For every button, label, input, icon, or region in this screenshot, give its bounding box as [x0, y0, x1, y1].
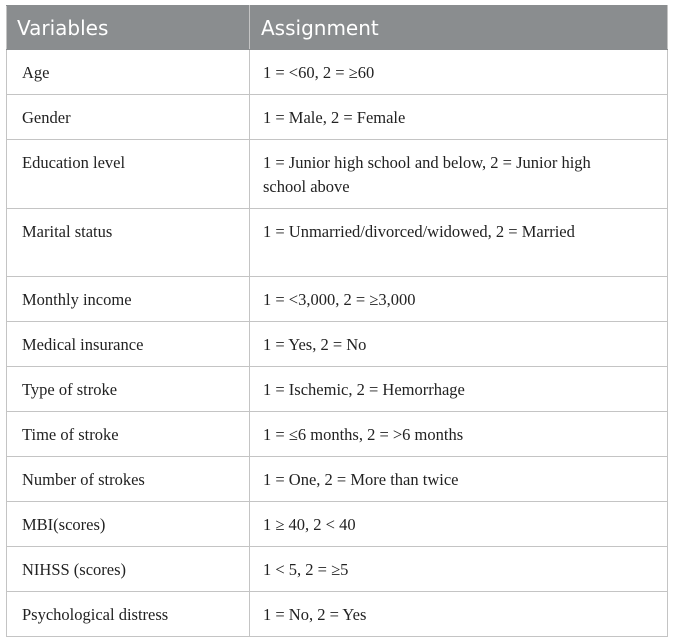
assignment-cell: 1 < 5, 2 = ≥5 — [250, 547, 668, 592]
header-variables: Variables — [7, 6, 250, 50]
table-row — [7, 502, 668, 547]
variable-cell: Gender — [7, 95, 250, 140]
table-row — [7, 412, 668, 457]
assignment-cell: 1 = One, 2 = More than twice — [250, 457, 668, 502]
variable-cell: Monthly income — [7, 277, 250, 322]
table-row — [7, 95, 668, 140]
table-row — [7, 592, 668, 637]
assignment-cell: 1 = Unmarried/divorced/widowed, 2 = Married — [250, 209, 668, 277]
table-row — [7, 322, 668, 367]
variable-cell: NIHSS (scores) — [7, 547, 250, 592]
variable-cell: Psychological distress — [7, 592, 250, 637]
variable-cell: Age — [7, 50, 250, 95]
assignment-cell: 1 = Male, 2 = Female — [250, 95, 668, 140]
table-row — [7, 457, 668, 502]
variable-cell: Medical insurance — [7, 322, 250, 367]
variable-assignment-table-container — [6, 5, 667, 637]
assignment-cell: 1 = Junior high school and below, 2 = Junior high school above — [250, 140, 668, 209]
variable-cell: MBI(scores) — [7, 502, 250, 547]
assignment-cell: 1 = ≤6 months, 2 = >6 months — [250, 412, 668, 457]
variable-cell: Time of stroke — [7, 412, 250, 457]
assignment-cell: 1 = Ischemic, 2 = Hemorrhage — [250, 367, 668, 412]
table-row — [7, 547, 668, 592]
assignment-cell: 1 ≥ 40, 2 < 40 — [250, 502, 668, 547]
variable-cell: Education level — [7, 140, 250, 209]
table-row — [7, 140, 668, 209]
variable-assignment-table — [6, 5, 668, 637]
variable-cell: Number of strokes — [7, 457, 250, 502]
table-row — [7, 209, 668, 277]
table-row — [7, 367, 668, 412]
header-assignment: Assignment — [250, 6, 668, 50]
table-row — [7, 277, 668, 322]
variable-cell: Marital status — [7, 209, 250, 277]
assignment-cell: 1 = No, 2 = Yes — [250, 592, 668, 637]
variable-cell: Type of stroke — [7, 367, 250, 412]
assignment-cell: 1 = <3,000, 2 = ≥3,000 — [250, 277, 668, 322]
assignment-cell: 1 = <60, 2 = ≥60 — [250, 50, 668, 95]
table-row — [7, 50, 668, 95]
table-header-row — [7, 6, 668, 50]
assignment-cell: 1 = Yes, 2 = No — [250, 322, 668, 367]
